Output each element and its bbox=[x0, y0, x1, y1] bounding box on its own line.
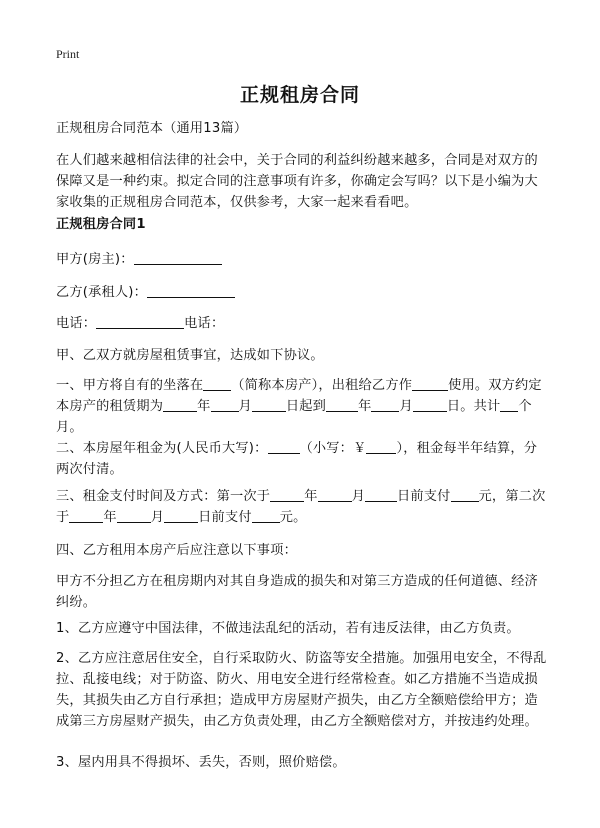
clause-4-intro: 甲方不分担乙方在租房期内对其自身造成的损失和对第三方造成的任何道德、经济纠纷。 bbox=[56, 574, 538, 610]
clause-3-text: 日前支付 bbox=[396, 489, 451, 504]
blank bbox=[164, 508, 198, 523]
party-a-blank bbox=[134, 250, 222, 265]
clause-2-text: （小写：￥ bbox=[299, 441, 367, 456]
blank bbox=[211, 397, 239, 412]
blank bbox=[366, 439, 396, 454]
clause-1-text: 月 bbox=[399, 399, 413, 414]
clause-1 bbox=[56, 375, 548, 438]
blank bbox=[500, 397, 518, 412]
phone-a-blank bbox=[96, 314, 184, 329]
clause-1-text: （简称本房产），出租给乙方作 bbox=[231, 378, 413, 393]
blank bbox=[413, 397, 447, 412]
party-b-line bbox=[56, 282, 548, 303]
party-a-label: 甲方(房主)： bbox=[56, 252, 134, 267]
party-b-blank bbox=[147, 283, 235, 298]
clause-3-text: 月 bbox=[351, 489, 365, 504]
subtitle: 正规租房合同范本（通用13篇） bbox=[56, 121, 248, 136]
blank bbox=[451, 487, 479, 502]
clause-1-text: 使用。双方约定本房产的租赁期为 bbox=[56, 378, 542, 414]
item-1: 1、乙方应遵守中国法律，不做违法乱纪的活动，若有违反法律，由乙方负责。 bbox=[56, 621, 520, 636]
clause-1-text: 个月。 bbox=[56, 399, 532, 435]
blank bbox=[69, 508, 103, 523]
blank bbox=[412, 376, 448, 391]
intro-paragraph: 在人们越来越相信法律的社会中，关于合同的利益纠纷越来越多，合同是对双方的保障又是一种约束。拟定合同的注意事项有许多，你确定会写吗？以下是小编为大家收集的正规租房合同范本，仅供参考，大家一起来看看吧。 bbox=[56, 153, 538, 210]
clause-3-text: 月 bbox=[150, 510, 165, 525]
clause-2-text: 二、本房屋年租金为(人民币大写)： bbox=[56, 441, 268, 456]
clause-1-text: 年 bbox=[197, 399, 211, 414]
clause-3-text: 三、租金支付时间及方式：第一次于 bbox=[56, 489, 271, 504]
blank bbox=[365, 487, 397, 502]
blank bbox=[252, 508, 280, 523]
clause-2-text: ），租金每半年结算，分两次付清。 bbox=[56, 441, 538, 477]
phone-a-label: 电话： bbox=[56, 316, 97, 331]
clause-1-text: 日。共计 bbox=[446, 399, 501, 414]
party-a-line bbox=[56, 249, 548, 270]
clause-3-text: 年 bbox=[103, 510, 117, 525]
section-title: 正规租房合同1 bbox=[56, 217, 146, 232]
phone-b-label: 电话： bbox=[184, 316, 225, 331]
clause-3-text: 年 bbox=[304, 489, 318, 504]
blank bbox=[326, 397, 358, 412]
clause-1-text: 日起到 bbox=[285, 399, 327, 414]
clause-3-text: 元。 bbox=[279, 510, 307, 525]
clause-3-text: 日前支付 bbox=[198, 510, 252, 525]
blank bbox=[268, 439, 300, 454]
phone-line bbox=[56, 313, 548, 334]
blank bbox=[117, 508, 151, 523]
blank bbox=[371, 397, 399, 412]
clause-2 bbox=[56, 438, 548, 480]
blank bbox=[318, 487, 352, 502]
clause-3-text: 元，第二次于 bbox=[56, 489, 546, 525]
print-label[interactable]: Print bbox=[56, 47, 80, 61]
item-3: 3、屋内用具不得损坏、丢失，否则，照价赔偿。 bbox=[56, 755, 346, 770]
blank bbox=[252, 397, 286, 412]
blank bbox=[163, 397, 197, 412]
party-b-label: 乙方(承租人)： bbox=[56, 285, 148, 300]
clause-1-text: 一、甲方将自有的坐落在 bbox=[56, 378, 204, 393]
clause-1-text: 年 bbox=[358, 399, 372, 414]
clause-3 bbox=[56, 486, 548, 528]
blank bbox=[203, 376, 231, 391]
clause-4-title: 四、乙方租用本房产后应注意以下事项： bbox=[56, 543, 297, 558]
clause-1-text: 月 bbox=[238, 399, 252, 414]
item-2: 2、乙方应注意居住安全，自行采取防火、防盗等安全措施。加强用电安全，不得乱拉、乱接电线；对于防盗、防火、用电安全进行经常检查。如乙方措施不当造成损失，其损失由乙方自行承担；造成甲方房屋财产损失，由乙方全额赔偿给甲方；造成第三方房屋财产损失，由乙方负责处理，由乙方全额赔偿对方，并按违约处理。 bbox=[56, 651, 547, 729]
blank bbox=[270, 487, 304, 502]
agreement-line: 甲、乙双方就房屋租赁事宜，达成如下协议。 bbox=[56, 348, 324, 363]
page-title: 正规租房合同 bbox=[239, 84, 360, 106]
